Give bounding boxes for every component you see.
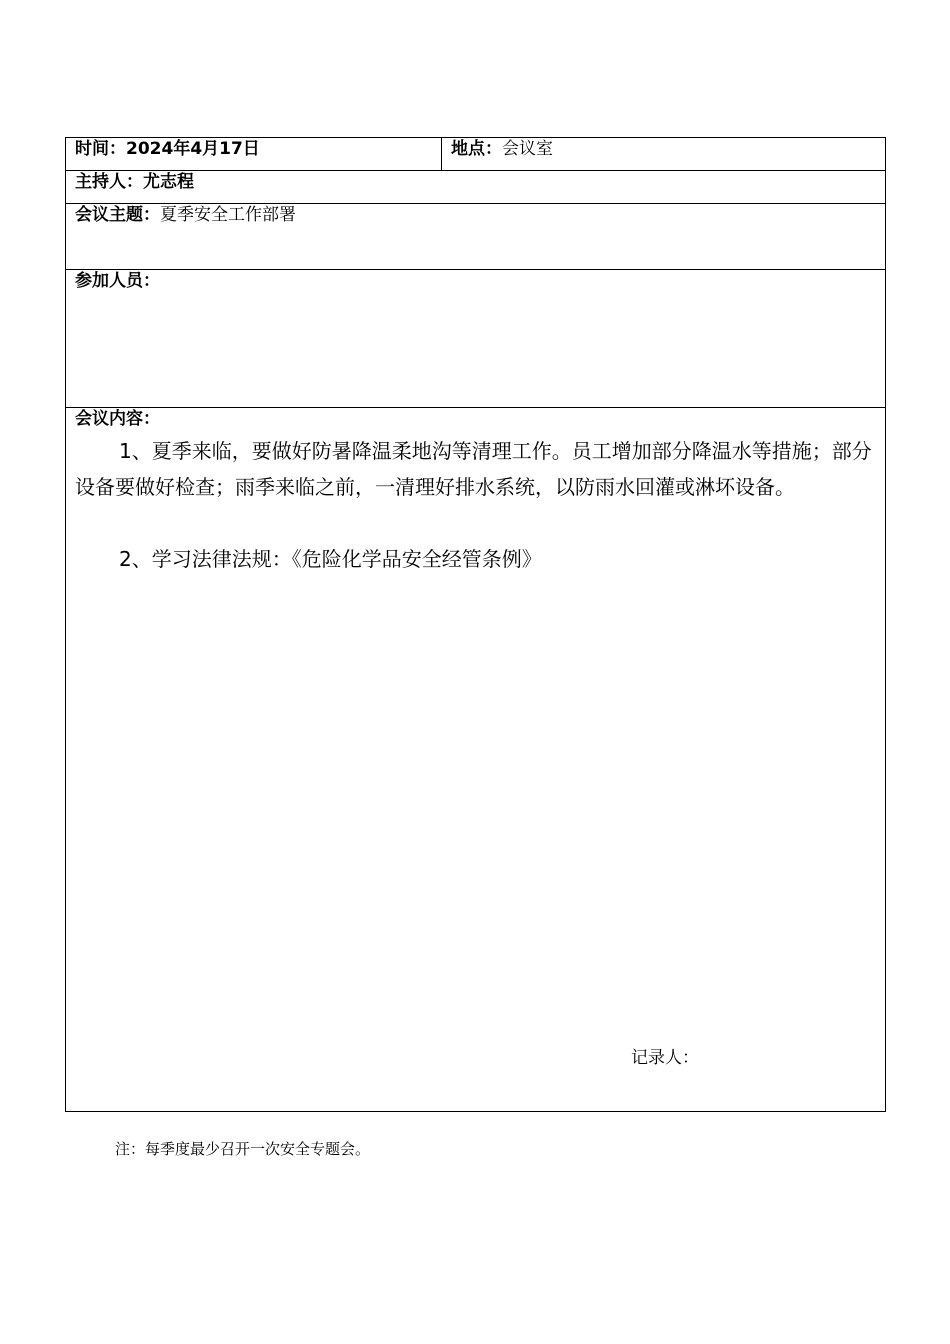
location-cell — [451, 139, 553, 159]
recorder-label: 记录人： — [631, 1048, 699, 1068]
time-cell — [75, 139, 260, 159]
host-cell — [75, 172, 194, 192]
host-value: 尤志程 — [143, 172, 194, 192]
attendees-row — [66, 270, 885, 408]
column-divider — [441, 138, 442, 170]
content-row — [66, 408, 885, 1111]
content-paragraph-2: 2、学习法律法规：《危险化学品安全经管条例》 — [119, 547, 542, 571]
topic-row — [66, 204, 885, 270]
content-label: 会议内容： — [75, 409, 160, 429]
attendees-cell — [75, 271, 160, 291]
host-label: 主持人： — [75, 172, 143, 192]
content-paragraph-1: 1、夏季来临，要做好防暑降温柔地沟等清理工作。员工增加部分降温水等措施；部分设备要做好检查；雨季来临之前，一清理好排水系统，以防雨水回灌或淋坏设备。 — [75, 439, 872, 499]
time-value: 2024年4月17日 — [126, 139, 260, 159]
topic-cell — [75, 205, 296, 225]
meeting-record-table — [65, 137, 886, 1112]
time-location-row — [66, 138, 885, 171]
topic-label: 会议主题： — [75, 205, 160, 225]
footnote: 注：每季度最少召开一次安全专题会。 — [115, 1140, 371, 1158]
location-label: 地点： — [451, 139, 502, 159]
location-value: 会议室 — [502, 139, 553, 159]
time-label: 时间： — [75, 139, 126, 159]
attendees-label: 参加人员： — [75, 271, 160, 291]
host-row — [66, 171, 885, 204]
topic-value: 夏季安全工作部署 — [160, 205, 296, 225]
